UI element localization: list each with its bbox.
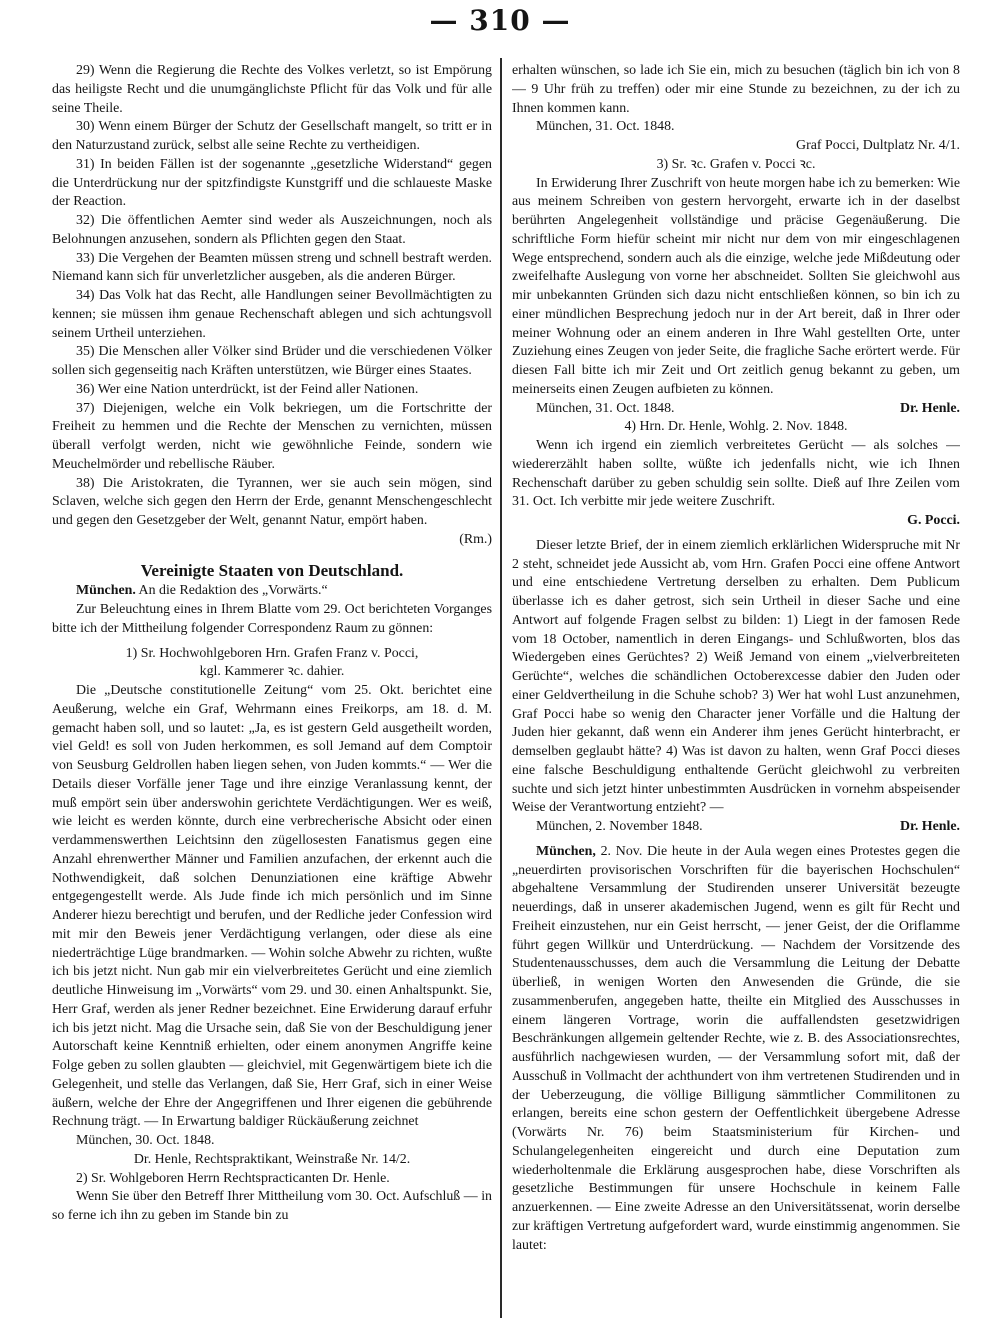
news-date: 2. Nov.: [600, 843, 643, 859]
article-item: 30) Wenn einem Bürger der Schutz der Gesellschaft mangelt, so tritt er in den Naturzustand zurück, selbst alle seine Rechte zu vertheidigen.: [52, 119, 492, 153]
article-item: 33) Die Vergehen der Beamten müssen streng und schnell bestraft werden. Niemand kann sich für unverletzlicher ausgeben, als die anderen Bürger.: [52, 250, 492, 285]
letter-date: München, 31. Oct. 1848.: [536, 400, 675, 416]
letter-date: München, 31. Oct. 1848.: [536, 119, 675, 135]
article-item: 32) Die öffentlichen Aemter sind weder als Auszeichnungen, noch als Belohnungen anzusehen, sondern als Pflichten gegen den Staat.: [52, 213, 492, 247]
letter-body: Wenn ich irgend ein ziemlich verbreitetes Gerücht — als solches — wiedererzählt haben sollte, wüßte ich jedenfalls nicht, wie ich Ihnen Rechenschaft darüber zu geben schuldig sein sollte. Dieß auf Ihre Zeilen vom 31. Oct. Ich verbitte mir jede weitere Zuschrift.: [512, 438, 960, 510]
letter-body-continued: erhalten wünschen, so lade ich Sie ein, mich zu besuchen (täglich bin ich von 8 — 9 Uhr früh zu treffen) oder mir eine Stunde zu bezeichnen, zu der ich zu Ihnen kommen kann.: [512, 63, 960, 116]
article-item: 34) Das Volk hat das Recht, alle Handlungen seiner Bevollmächtigten zu kennen; sie müssen ihm genaue Rechenschaft ablegen und sich achtungsvoll seinem Urtheil unterziehen.: [52, 288, 492, 341]
source-attribution: (Rm.): [459, 531, 492, 547]
dateline: [52, 582, 492, 601]
column-divider: [500, 58, 502, 1318]
article-item: 36) Wer eine Nation unterdrückt, ist der Feind aller Nationen.: [76, 381, 419, 397]
section-heading: Vereinigte Staaten von Deutschland.: [140, 560, 404, 580]
letter-address: 3) Sr. ꝛc. Grafen v. Pocci ꝛc.: [656, 156, 816, 172]
news-place: München,: [536, 843, 596, 859]
letter-date: München, 30. Oct. 1848.: [76, 1133, 215, 1148]
article-item: 37) Diejenigen, welche ein Volk bekriegen, um die Fortschritte der Freiheit zu hemmen und die Rechte der Menschen zu vernichten, müssen überall verfolgt werden, nicht wie gewöhnliche Feinde, sondern wie Meuchelmörder und rebellische Räuber.: [52, 400, 492, 472]
article-item: 38) Die Aristokraten, die Tyrannen, wer sie auch sein mögen, sind Sclaven, welche sich gegen den Herrn der Erde, genannt Menschengeschlecht und gegen den Gesetzgeber der Welt, genannt Natur, empört haben.: [52, 475, 492, 528]
article-item: 29) Wenn die Regierung die Rechte des Volkes verletzt, so ist Empörung das heiligste Recht und die unumgänglichste Pflicht für das Volk und für alle seine Theile.: [52, 63, 492, 116]
commentary-date: München, 2. November 1848.: [536, 819, 703, 834]
commentary-signature: Dr. Henle.: [899, 819, 960, 834]
letter-body: In Erwiderung Ihrer Zuschrift von heute morgen habe ich zu bemerken: Wie aus meinem Schreiben von gestern hervorgeht, erwarte ich in der daselbst berührten Angelegenheit vollständige und präcise Gegenäußerung. Die schriftliche Form hiefür scheint mir nicht nur dem von mir eingeschlagenen Wege entsprechend, sondern auch als die einzige, welche jede Mißdeutung oder zweifelhafte Auslegung von vorne her abschneidet. Sollten Sie gleichwohl aus mir unbekannten Gründen sich dazu nicht entschließen können, so bin ich zu einer mündlichen Besprechung jedoch nur in der Art bereit, daß in Ihrer oder meiner Wohnung oder an einem anderen in Ihre Wahl gestellten Orte, unter Zuziehung eines Zeugen von jeder Seite, die fragliche Sache erörtert werde. Für diesen Fall bitte ich mir Zeit und Ort zeitlich genug bekannt zu geben, um meinerseits einen Zeugen aufbieten zu können.: [512, 175, 960, 397]
letter-signature: Dr. Henle, Rechtspraktikant, Weinstraße Nr. 14/2.: [133, 1151, 411, 1167]
commentary-paragraph: Dieser letzte Brief, der in einem ziemlich erklärlichen Widerspruche mit Nr 2 steht, schneidet jede Aussicht ab, vom Hrn. Grafen Pocci eine offene Antwort und eine entschiedene Vertretung derselben zu erhalten. Dem Publicum überlasse ich es daher getrost, sich sein Urtheil in dieser Sache und eine Antwort auf folgende Fragen selbst zu bilden: 1) Liegt in der famosen Rede vom 18 October, namentlich in deren Eingangs- und Schlußworten, blos das Wiedergeben eines Gerüchtes? 2) Weiß Jemand von einem „vielverbreiteten Gerüchte“, welches die schändlichen Octoberexcesse dabier den Juden oder einer Geldvertheilung in die Schuhe schob? 3) Wer hat wohl Lust anzunehmen, Graf Pocci habe so wenig den Character jener Vorfälle und die Haltung der Juden hier gekannt, daß wenn ein Anderer ihm jenes Gerücht hinterbracht, er demselben geglaubt hätte? 4) Was ist davon zu halten, wenn Graf Pocci dieses eine falsche Beschuldigung enthaltende Gerücht gleichwohl zu verbreiten suchte und sich jetzt hinter unbestimmten Ausdrücken in vornehm abspeisender Weise der Verantwortung entzieht? —: [512, 537, 960, 816]
letter-dateline: [512, 400, 960, 419]
news-body: Die heute in der Aula wegen eines Protestes gegen die „neuerdirten provisorischen Vorschriften für die bayerischen Hochschulen“ abgehaltene Versammlung der Studirenden unserer Universität bezeugte neuerdings, daß in unserer akademischen Jugend, wenn es gilt für Recht und Freiheit einzustehen, nur ein Geist herrscht, — jener Geist, der die Oriflamme führt gegen Willkür und Unterdrückung. — Nachdem der Vorsitzende des Studentenausschusses, dem auch die Versammlung die Leitung der Debatte überließ, in wenigen Worten den Anwesenden die Gründe, die sie zusammenberufen, angegeben hatte, theilte ein Mitglied des Ausschusses in einem längeren Vortrage, worin die auffallendsten gesetzwidrigen Beschränkungen allgemein geltender Rechte, wie z. B. des Associationsrechtes, ausführlich nachgewiesen wurden, — der Versammlung sofort mit, daß der Ausschuß in Vollmacht der achthundert von ihm vertretenen Studirenden und in der Ueberzeugung, die völlige Billigung sämmtlicher Commilitonen zu erlangen, bereits eine schon gestern der Oeffentlichkeit übergebene Adresse (Vorwärts Nr. 76) beim Staatsministerium für Kirchen- und Schulangelegenheiten eingereicht und durch eine Deputation zum wiederholtenmale die Erklärung ausgesprochen habe, diese Vorschriften als gesetzliche Bestimmungen für unsere Hochschule in keinem Falle anzuerkennen. — Eine zweite Adresse an den Universitätssenat, worin derselbe zur kräftigen Vertretung aufgefordert ward, wurde einstimmig angenommen. Sie lautet:: [512, 843, 960, 1253]
letter-body: Wenn Sie über den Betreff Ihrer Mittheilung vom 30. Oct. Aufschluß — in so ferne ich ihn zu geben im Stande bin zu: [52, 1189, 492, 1223]
page-number: — 310 —: [429, 4, 571, 37]
article-item: 31) In beiden Fällen ist der sogenannte „gesetzliche Widerstand“ gegen die Unterdrückung nur der spitzfindigste Kunstgriff und die schlaueste Maske der Reaction.: [52, 156, 492, 210]
commentary-dateline: [512, 818, 960, 837]
article-item: 35) Die Menschen aller Völker sind Brüder und die verschiedenen Völker sollen sich gegenseitig nach Kräften unterstützen, wie Bürger eines Staates.: [52, 344, 492, 378]
letter-address: 4) Hrn. Dr. Henle, Wohlg. 2. Nov. 1848.: [624, 419, 848, 435]
dateline-place: München.: [76, 583, 136, 599]
right-column: [512, 62, 960, 1255]
letter-signature: Graf Pocci, Dultplatz Nr. 4/1.: [796, 138, 960, 153]
left-column: [52, 62, 492, 1226]
letter-address: 2) Sr. Wohlgeboren Herrn Rechtspracticanten Dr. Henle.: [76, 1170, 390, 1186]
letter-address-line2: kgl. Kammerer ꝛc. dahier.: [199, 664, 345, 680]
intro-paragraph: Zur Beleuchtung eines in Ihrem Blatte vom 29. Oct berichteten Vorganges bitte ich der Mittheilung folgender Correspondenz Raum zu gönnen:: [52, 602, 492, 636]
letter-body: Die „Deutsche constitutionelle Zeitung“ vom 25. Okt. berichtet eine Aeußerung, welche ein Graf, Wehrmann eines Freikorps, am 18. d. M. gemacht haben soll, und so lautet: „Ja, es ist gestern Geld ausgetheilt worden, viel Geld! es soll von Juden herkommen, es soll Jemand auf dem Comptoir von Seusburg Geldrollen haben liegen sehen, von Juden kommts.“ — Wer die Details dieser Vorfälle jener Tage und ihre einzige Veranlassung kennt, der muß empört sein über anderswohin gerichtete Verdächtigungen. Wer es weiß, wie leicht es werden könnte, durch eine verbrecherische Absicht oder einen verdammenswerthen Leichtsinn den zügellosesten Fanatismus gegen eine Anzahl ehrenwerther Männer und Familien anzufachen, der erkennt auch die Nothwendigkeit, daß solchen Denunziationen eine kräftige Abwehr entgegengestellt werde. Als Jude finde ich mich persönlich und im Sinne Anderer hiezu berechtigt und berufen, und der Redliche jeder Confession wird mit mir den Beweis jener Verdächtigung verlangen, oder diese als eine niederträchtige Lüge brandmarken. — Wohin solche Abwehr zu richten, wußte ich bis jetzt nicht. Nun gab mir ein vielverbreitetes Gerücht und eine ziemlich deutliche Hinweisung im „Vorwärts“ vom 29. und 30. einen Anhaltspunkt. Sie, Herr Graf, werden als jener Redner bezeichnet. Eine Erwiderung darauf erfuhr ich bis jetzt nicht. Mag die Ursache sein, daß Sie von der Beschuldigung jener Autorschaft keine Kenntniß erhielten, oder einem anonymen Angriffe keine Folge geben zu sollen glaubten — gleichviel, mit Gegenwärtigem biete ich die Gelegenheit, und stelle das Verlangen, daß Sie, Herr Graf, sich in einer Weise äußern, welche der Ehre der Angegriffenen und Ihrer eigenen die gebührende Rechnung trägt. — In Erwartung baldiger Rückäußerung zeichnet: [52, 683, 492, 1130]
letter-signature: G. Pocci.: [907, 513, 960, 528]
letter-address: 1) Sr. Hochwohlgeboren Hrn. Grafen Franz v. Pocci,: [125, 645, 419, 661]
letter-signature: Dr. Henle.: [899, 400, 960, 416]
dateline-text: An die Redaktion des „Vorwärts.“: [138, 583, 328, 599]
news-paragraph: [512, 843, 960, 1256]
